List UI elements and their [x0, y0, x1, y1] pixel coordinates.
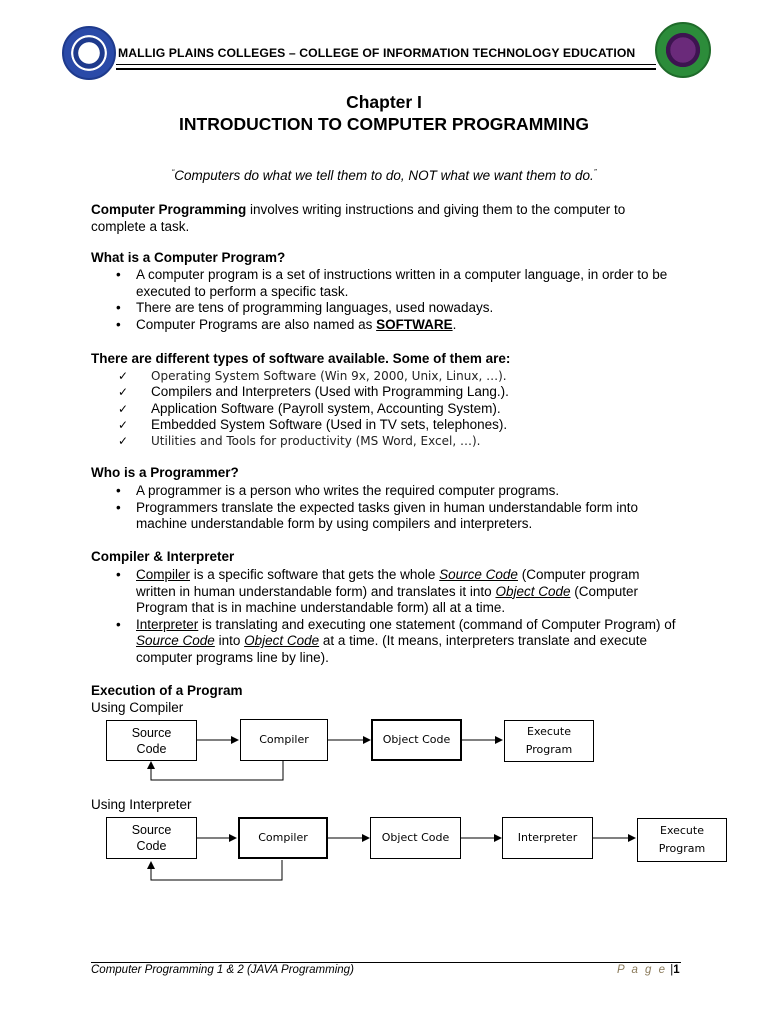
- list-item-text: Operating System Software (Win 9x, 2000, Unix, Linux, …).: [151, 369, 507, 383]
- list-item-text: (Computer program written in human understandable form) and translates it into: [136, 567, 640, 599]
- checkmark-icon: ✓: [118, 385, 129, 400]
- bullet-icon: •: [116, 483, 121, 498]
- arrow-loop-back-compiler: [151, 761, 283, 780]
- bullet-icon: •: [116, 316, 121, 332]
- flow-box-label: Execute Program: [658, 824, 706, 855]
- quote-close: ”: [593, 168, 597, 177]
- checkmark-icon: ✓: [118, 417, 129, 432]
- checkmark-icon: ✓: [118, 369, 129, 383]
- compiler-term: Compiler: [136, 567, 191, 582]
- section-heading-program: What is a Computer Program?: [91, 250, 286, 265]
- list-item-text: Programmers translate the expected tasks given in human understandable form into machine understandable form by using compilers and interpreters.: [136, 499, 639, 532]
- intro-text: involves writing instructions and giving them to the computer to complete a task.: [91, 202, 626, 234]
- flow-box-source-code: [106, 817, 197, 859]
- using-interpreter-label: Using Interpreter: [91, 797, 192, 812]
- chapter-title: INTRODUCTION TO COMPUTER PROGRAMMING: [179, 114, 589, 134]
- bullet-icon: •: [116, 300, 121, 316]
- list-item-text: is a specific software that gets the whole: [190, 567, 440, 582]
- page-label: P a g e: [617, 964, 668, 976]
- flow-box-compiler: [240, 719, 328, 761]
- section-heading-compiler: Compiler & Interpreter: [91, 549, 235, 564]
- list-item-text: A programmer is a person who writes the required computer programs.: [136, 483, 560, 498]
- list-item-text: Embedded System Software (Used in TV sets, telephones).: [151, 416, 508, 432]
- object-code-term: Object Code: [495, 583, 571, 599]
- arrow-loop-back-interpreter: [151, 860, 282, 880]
- intro-term: Computer Programming: [91, 202, 247, 217]
- flow-box-label: Compiler: [259, 733, 309, 746]
- list-item-text: (Computer Program that is in machine understandable form) all at a time.: [136, 583, 639, 616]
- flow-box-label: Interpreter: [517, 831, 578, 844]
- list-item-text: Utilities and Tools for productivity (MS Word, Excel, …).: [151, 434, 481, 449]
- list-item-suffix: .: [452, 316, 457, 332]
- list-item-text: Computer Programs are also named as: [136, 316, 377, 332]
- page-number: 1: [673, 964, 680, 976]
- flow-box-label: Source Code: [131, 823, 172, 853]
- section-heading-execution: Execution of a Program: [91, 683, 243, 698]
- list-item-text: at a time. (It means, interpreters translate and execute computer programs line by line).: [136, 633, 648, 665]
- flow-box-label: Compiler: [258, 831, 308, 844]
- bullet-icon: •: [116, 267, 121, 282]
- header-institution: MALLIG PLAINS COLLEGES – COLLEGE OF INFORMATION TECHNOLOGY EDUCATION: [118, 46, 636, 60]
- flow-box-execute-program: [504, 720, 594, 762]
- using-compiler-label: Using Compiler: [91, 700, 184, 715]
- checkmark-icon: ✓: [118, 434, 129, 449]
- source-code-term: Source Code: [439, 567, 518, 582]
- flow-box-object-code: [371, 719, 462, 761]
- flow-box-label: Object Code: [382, 733, 451, 746]
- bullet-icon: •: [116, 616, 121, 632]
- section-heading-software: There are different types of software available. Some of them are:: [91, 351, 511, 366]
- object-code-term: Object Code: [244, 633, 320, 649]
- flow-box-label: Execute Program: [525, 725, 573, 756]
- flow-box-label: Source Code: [131, 725, 172, 756]
- flow-box-interpreter: [502, 817, 593, 859]
- flow-box-label: Object Code: [381, 831, 450, 844]
- list-item-text: Compilers and Interpreters (Used with Programming Lang.).: [151, 384, 509, 400]
- footer-page: [617, 964, 680, 976]
- quote-text: Computers do what we tell them to do, NOT what we want them to do.: [174, 168, 594, 183]
- page-separator: |: [670, 964, 674, 976]
- quote-open: “: [171, 168, 175, 177]
- chapter-number: Chapter I: [346, 92, 422, 112]
- software-emphasis: SOFTWARE: [376, 316, 453, 332]
- flow-box-object-code: [370, 817, 461, 859]
- list-item-text: Application Software (Payroll system, Accounting System).: [151, 400, 501, 416]
- flow-box-source-code: [106, 720, 197, 761]
- bullet-icon: •: [116, 567, 121, 582]
- list-item-text: is translating and executing one statement (command of Computer Program) of: [198, 616, 676, 632]
- checkmark-icon: ✓: [118, 401, 129, 416]
- footer-rule: [91, 962, 681, 963]
- flow-box-compiler: [238, 817, 328, 859]
- list-item-text: into: [214, 633, 245, 649]
- list-item-text: A computer program is a set of instructions written in a computer language, in order to be executed to perform a specific task.: [136, 267, 668, 299]
- interpreter-term: Interpreter: [136, 616, 199, 632]
- section-heading-programmer: Who is a Programmer?: [91, 465, 239, 480]
- bullet-icon: •: [116, 499, 121, 515]
- flow-box-execute-program: [637, 818, 727, 862]
- footer-course: Computer Programming 1 & 2 (JAVA Programming): [91, 964, 354, 976]
- source-code-term: Source Code: [136, 633, 215, 649]
- list-item-text: There are tens of programming languages, used nowadays.: [136, 300, 494, 316]
